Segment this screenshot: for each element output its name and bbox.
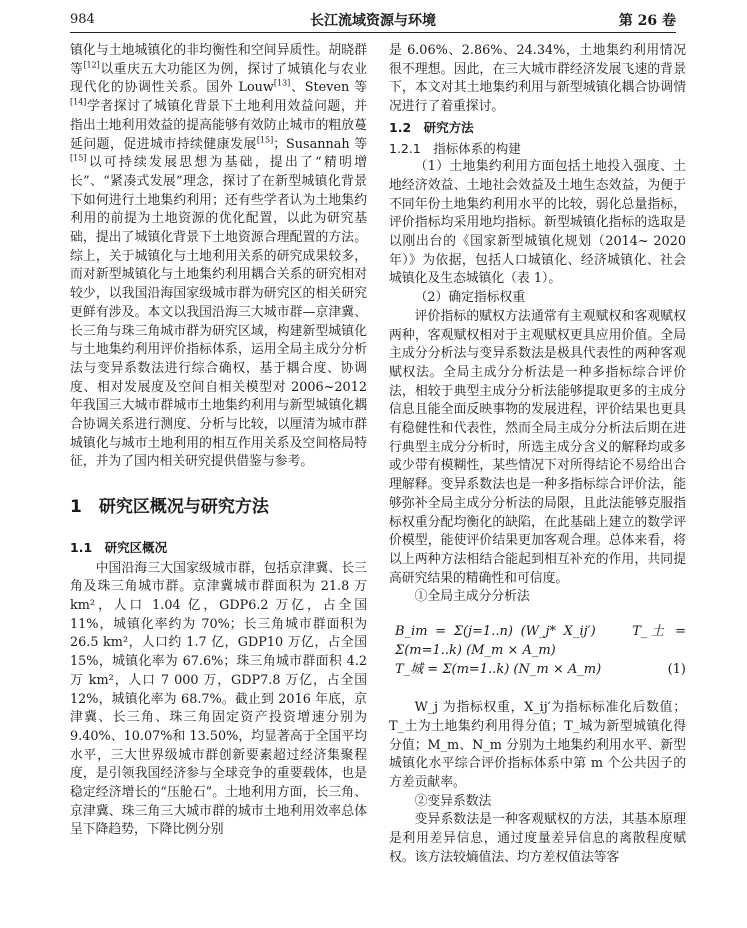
cv-subheading: ②变异系数法	[414, 793, 492, 809]
formula-explanation: W_j 为指标权重，X_ij′为指标标准化后数值；T_土为土地集约利用得分值；T_城为新型城镇化得分值；M_m、N_m 分别为土地集约利用水平、新型城镇化水平综合评价指标体系中第 m 个公共因子的方差贡献率。	[389, 700, 686, 790]
journal-title: 长江流域资源与环境	[310, 13, 436, 29]
gpca-subheading: ①全局主成分分析法	[414, 589, 530, 605]
indicator-paragraph: （1）土地集约利用方面包括土地投入强度、土地经济效益、土地社会效益及土地生态效益，为便于不同年份土地集约利用水平的比较，弱化总量指标，评价指标均采用地均指标。新型城镇化指标的选取是以刚出台的《国家新型城镇化规划（2014~ 2020 年）》为依据，包括人口城镇化、经济城镇化、社会城镇化及生态城镇化（表 1）。	[389, 159, 686, 287]
continued-paragraph: 是 6.06%、2.86%、24.34%，土地集约利用情况很不理想。因此，在三大城市群经济发展飞速的背景下，本文对其土地集约利用与新型城镇化耦合协调情况进行了着重探讨。	[389, 43, 686, 115]
volume-label: 第 26 卷	[618, 13, 676, 29]
intro-paragraph: 镇化与土地城镇化的非均衡性和空间异质性。胡晓群等[12]以重庆五大功能区为例，探讨了城镇化与农业现代化的协调性关系。国外 Louw[13]、Steven 等[14]学者探讨了城镇化背景下土地利用效益问题，并指出土地利用效益的提高能够有效防止城市的粗放蔓延问题，促进城市持续健康发展[15]；Susannah 等[15]以可持续发展思想为基础，提出了“精明增长”、“紧凑式发展”理念，探讨了在新型城镇化背景下如何进行土地集约利用；还有些学者认为土地集约利用的前提为土地资源的优化配置，以此为研究基础，提出了城镇化背景下土地资源合理配置的方法。综上，关于城镇化与土地利用关系的研究成果较多，而对新型城镇化与土地集约利用耦合关系的研究相对较少，以我国沿海国家级城市群为研究区的相关研究更鲜有涉及。本文以我国沿海三大城市群—京津冀、长三角与珠三角城市群为研究区域，构建新型城镇化与土地集约利用评价指标体系，运用全局主成分分析法与变异系数法进行综合确权，基于耦合度、协调度、相对发展度及空间自相关模型对 2006~2012 年我国三大城市群城市土地集约利用与新型城镇化耦合协调关系进行测度、分析与比较，以厘清为城市群城镇化与城市土地利用的相互作用关系及空间格局特征，并为了国内相关研究提供借鉴与参考。	[70, 43, 368, 470]
weighting-paragraph: 评价指标的赋权方法通常有主观赋权和客观赋权两种，客观赋权相对于主观赋权更具应用价值。全局主成分分析法与变异系数法是极具代表性的两种客观赋权法。全局主成分分析法是一种多指标综合评价法，相较于典型主成分分析法能够提取更多的主成分信息且能全面反映事物的发展进程，评价结果也更具有稳健性和代表性，然而全局主成分分析法后期在进行典型主成分分析时，所选主成分含义的解释均或多或少带有模糊性，某些情况下对所得结论不易给出合理解释。变异系数法也是一种多指标综合评价法，能够弥补全局主成分分析法的局限，且此法能够克服指标权重分配均衡化的缺陷，在此基础上建立的数学评价模型，能使评价结果更加客观合理。总体来看，将以上两种方法相结合能起到相互补充的作用，共同提高研究结果的精确性和可信度。	[389, 308, 686, 586]
page-number: 984	[70, 12, 95, 27]
ref-12: [12]	[83, 60, 100, 70]
right-column	[389, 42, 686, 867]
page-header	[70, 6, 676, 32]
ref-15b: [15]	[70, 153, 87, 163]
formula-number: (1)	[667, 662, 686, 678]
header-rule	[70, 32, 676, 33]
ref-15a: [15]	[256, 135, 274, 145]
formula-1: B_im = Σ(j=1..n) (W_j* X_ij′) T_土 = Σ(m=1..k) (M_m × A_m)	[395, 624, 686, 658]
weight-subheading: （2）确定指标权重	[414, 290, 526, 306]
section-1-2-1-heading: 1.2.1 指标体系的构建	[389, 140, 521, 156]
ref-14: [14]	[70, 97, 87, 107]
section-1-2-heading: 1.2 研究方法	[389, 119, 474, 135]
section-1-heading: 1 研究区概况与研究方法	[70, 497, 269, 518]
formula-block	[389, 613, 686, 693]
ref-13: [13]	[273, 79, 291, 89]
study-area-paragraph: 中国沿海三大国家级城市群，包括京津冀、长三角及珠三角城市群。京津冀城市群面积为 21.8 万 km²，人口 1.04 亿，GDP6.2 万亿，占全国 11%，城镇化率约为 70%；长三角城市群面积为 26.5 km²，人口约 1.7 亿，GDP10 万亿，占全国 15%，城镇化率为 67.6%；珠三角城市群面积 4.2 万 km²，人口 7 000 万，GDP7.8 万亿，占全国 12%，城镇化率为 68.7%。截止到 2016 年底，京津冀、长三角、珠三角固定资产投资增速分别为 9.40%、10.07%和 13.50%，均显著高于全国平均水平，三大世界级城市群创新要素超过经济集聚程度，是引领我国经济参与全球竞争的重要载体，也是稳定经济增长的“压舱石”。土地利用方面，长三角、京津冀、珠三角三大城市群的城市土地利用效率总体呈下降趋势，下降比例分别	[70, 560, 367, 838]
formula-2: T_城 = Σ(m=1..k) (N_m × A_m)	[395, 662, 602, 678]
cv-paragraph: 变异系数法是一种客观赋权的方法，其基本原理是利用差异信息，通过度量差异信息的离散程度赋权。该方法较熵值法、均方差权值法等客	[389, 812, 686, 865]
left-column	[70, 42, 367, 840]
section-1-1-heading: 1.1 研究区概况	[70, 539, 168, 555]
